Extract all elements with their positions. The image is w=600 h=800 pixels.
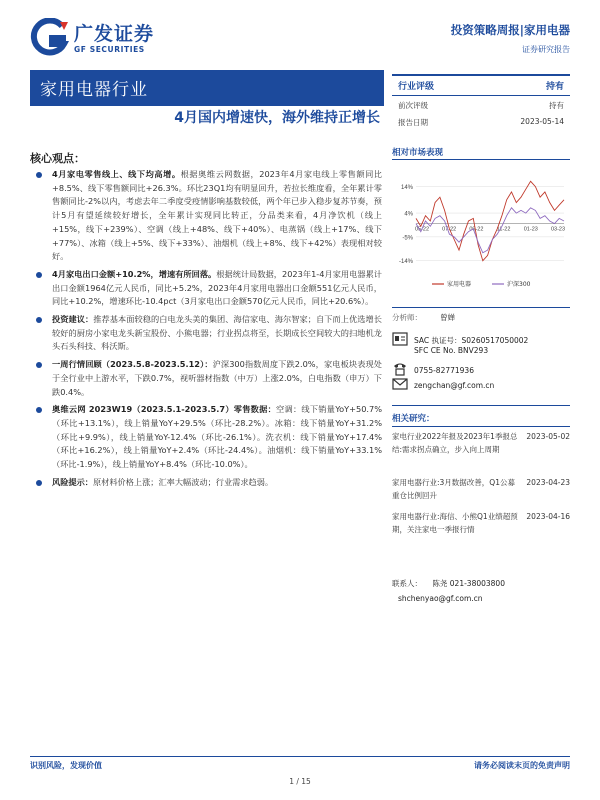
core-bullet: [30, 168, 382, 264]
x-tick-label: 11-22: [496, 226, 511, 233]
x-tick-label: 05-22: [414, 226, 430, 233]
bullet-heading: 4月家电出口金额+10.2%，增速有所回落。: [52, 268, 217, 279]
core-bullet: [30, 358, 382, 399]
mail-icon: [392, 378, 414, 392]
rating-box: [392, 74, 570, 130]
bullet-heading: 风险提示：: [52, 476, 93, 487]
bullet-text: 根据统计局数据，2023年1-4月家用电器累计出口金额1964亿元人民币，同比+5.2%，2023年4月家用电器出口金额551亿元人民币，同比+10.2%，增速环比-10.4pct（3月家电出口金额570亿元人民币，同比+20.6%）。: [52, 268, 382, 307]
related-item-title[interactable]: 家电行业2022年报及2023年1季报总结:需求拐点确立，步入向上周期: [392, 432, 518, 454]
brand-en: GF SECURITIES: [74, 44, 145, 54]
bullet-text: 沪深300指数周度下跌2.0%，家电板块表现处于全行业中上游水平，下跌0.7%，视听器材指数（中万）上涨2.0%，白电指数（申万）下跌0.4%。: [52, 359, 382, 397]
footer-slogan: 识别风险，发现价值: [30, 761, 102, 770]
analyst-email[interactable]: zengchan@gf.com.cn: [414, 380, 495, 390]
bullet-heading: 投资建议：: [52, 314, 94, 325]
analyst-name: 曾婵: [440, 313, 455, 322]
related-title: 相关研究：: [392, 414, 435, 424]
core-bullet: [30, 476, 382, 490]
market-rule: [392, 159, 570, 160]
analyst-phone: 0755-82771936: [414, 365, 474, 375]
analyst-sfc-row: [392, 346, 570, 355]
legend-label: 沪深300: [507, 281, 531, 288]
bullet-heading: 4月家电零售线上、线下均高增。: [52, 169, 181, 179]
contact-name-phone: 陈尧 021-38003800: [432, 579, 505, 588]
analyst-sfc: SFC CE No. BNV293: [414, 346, 489, 355]
core-bullet: [30, 403, 382, 472]
related-rule: [392, 405, 570, 406]
x-tick-label: 07-22: [442, 226, 457, 233]
related-item-date: 2023-05-02: [526, 432, 570, 441]
report-date-value: 2023-05-14: [520, 117, 564, 126]
industry-banner: 家用电器行业: [30, 70, 384, 106]
report-type: 投资策略周报|家用电器: [450, 23, 570, 37]
rating-label: 行业评级: [398, 82, 435, 92]
page-header: [0, 0, 600, 70]
legend-label: 家用电器: [447, 281, 472, 288]
analyst-rule: [392, 307, 570, 308]
y-tick-label: 14%: [400, 185, 413, 192]
brand-logo: [30, 18, 154, 58]
bullet-text: 空调：线下销量YoY+50.7%（环比+13.1%），线上销量YoY+29.5%（环比-28.2%）。冰箱：线下销量YoY+31.2%（环比+9.9%），线上销量YoY-12.4%（环比-26.1%）。洗衣机：线下销量YoY+17.4%（环比+16.2%），线上销量YoY+2.4%（环比-24.4%）。油烟机：线下销量YoY+33.1%（环比-1.9%），线上销量YoY+8.4%（环比-10.0%）。: [52, 404, 383, 470]
related-item-title[interactable]: 家用电器行业:海信、小熊Q1业绩超预期，关注家电一季报行情: [392, 512, 518, 534]
related-item[interactable]: [392, 476, 570, 502]
report-date-label: 报告日期: [398, 118, 428, 127]
bullet-heading: 一周行情回顾（2023.5.8-2023.5.12）：: [52, 359, 213, 370]
contact-label: 联系人：: [392, 579, 422, 588]
core-title: 核心观点：: [30, 152, 85, 165]
x-tick-label: 03-23: [550, 226, 566, 233]
analyst-email-row: [392, 378, 570, 392]
bullet-heading: 奥维云网 2023W19（2023.5.1-2023.5.7）零售数据：: [52, 404, 277, 415]
related-item-date: 2023-04-16: [526, 512, 570, 521]
y-tick-label: -5%: [402, 235, 413, 242]
x-tick-label: 01-23: [523, 226, 538, 233]
report-headline: 4月国内增速快，海外维持正增长: [174, 110, 380, 126]
related-item-date: 2023-04-23: [526, 478, 570, 487]
rating-value: 持有: [545, 82, 564, 92]
bullet-text: 推荐基本面较稳的白电龙头美的集团、海信家电、海尔智家；自下而上优选增长较好的厨房小家电龙头新宝股份、小熊电器；行业拐点将至，长期成长空间较大的扫地机龙头石头科技、科沃斯。: [52, 314, 382, 352]
brand-cn: 广发证券: [74, 22, 155, 45]
bullet-text: 根据奥维云网数据，2023年4月家电线上零售额同比+8.5%、线下零售额同比+26.3%。环比23Q1均有明显回升，若拉长维度看，全年累计零售额同比-2%以内，考虑去年二季度受疫情影响基数较低，两个年已步入稳步复苏节奏，预计5月有望延续较好增长，全年累计实现同比转正，分品类来看，4月净饮机（线上+15%，线下+239%）、空调（线上+48%、线下+40%）、电蒸锅（线上+17%、线下+77%）、冰箱（线上+5%、线下+33%）、油烟机（线上+8%、线下+42%）表现相对较好。: [52, 169, 382, 262]
related-item[interactable]: [392, 430, 570, 456]
core-bullets: [30, 168, 382, 493]
analyst-name-row: [392, 312, 570, 323]
analyst-phone-row: [392, 362, 570, 378]
bullet-text: 原材料价格上涨；汇率大幅波动；行业需求趋弱。: [92, 476, 274, 487]
market-title: 相对市场表现: [392, 148, 444, 158]
prev-rating-label: 前次评级: [398, 101, 428, 110]
core-bullet: [30, 313, 382, 354]
related-item[interactable]: [392, 510, 570, 536]
phone-icon: [392, 362, 414, 378]
page-number: 1 / 15: [289, 777, 311, 786]
x-tick-label: 09-22: [469, 226, 484, 233]
series-line: [416, 181, 564, 260]
gf-logo-icon: [30, 18, 70, 58]
market-chart: [392, 170, 570, 295]
market-chart-svg: [392, 170, 570, 295]
related-item-title[interactable]: 家用电器行业:3月数据改善，Q1公募重仓比例回升: [392, 478, 515, 500]
prev-rating-value: 持有: [549, 101, 564, 110]
contact-email[interactable]: shchenyao@gf.com.cn: [398, 594, 483, 603]
core-bullet: [30, 268, 382, 309]
y-tick-label: -14%: [398, 259, 413, 266]
contact-row: [392, 578, 505, 589]
footer-disclaimer: 请务必阅读末页的免责声明: [474, 761, 570, 770]
analyst-sac: SAC 执证号：S0260517050002: [414, 335, 529, 345]
report-subtitle: 证券研究报告: [522, 45, 570, 54]
related-rule-bottom: [392, 426, 570, 427]
footer-rule: [30, 756, 570, 757]
y-tick-label: 4%: [404, 211, 413, 218]
analyst-label: 分析师：: [392, 313, 422, 322]
